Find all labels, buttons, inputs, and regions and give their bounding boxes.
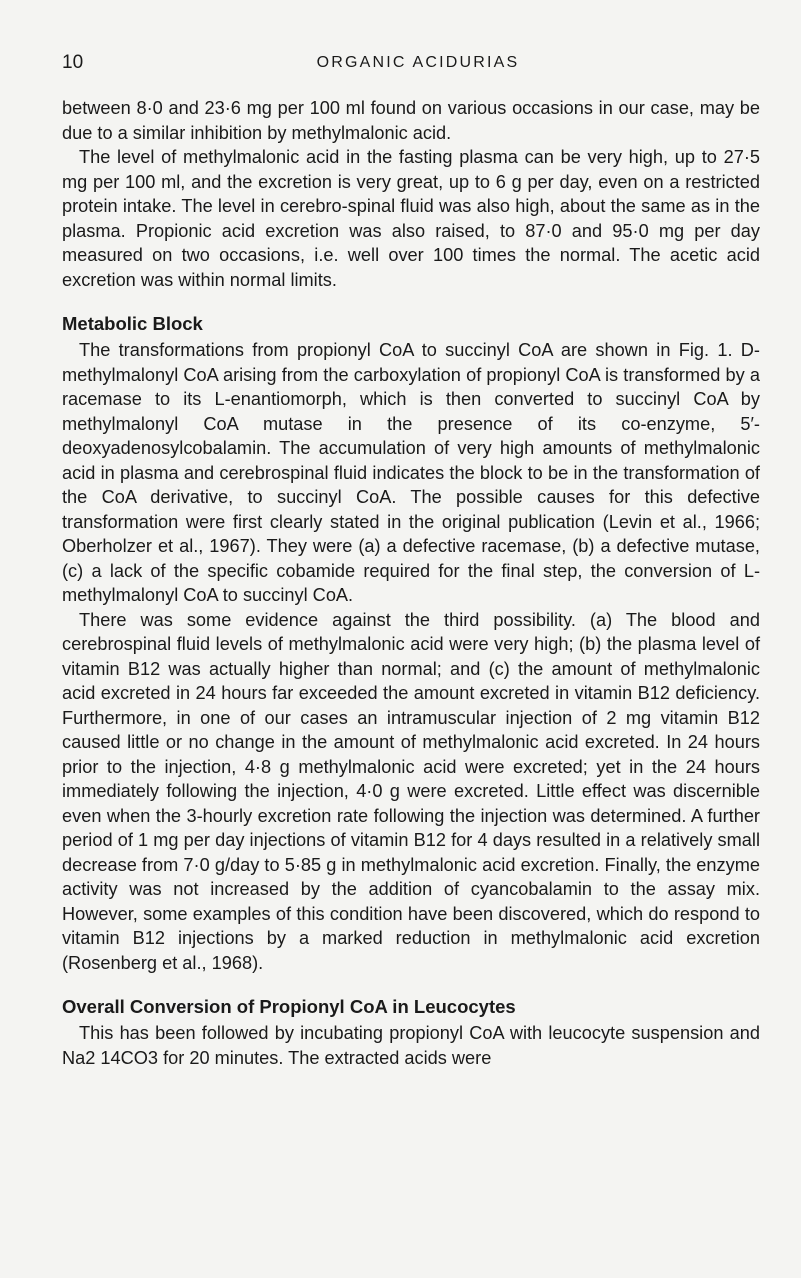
section-heading: Metabolic Block: [62, 313, 203, 334]
paragraph: This has been followed by incubating propionyl CoA with leucocyte suspension and Na2 14CO3 for 20 minutes. The extracted acids were: [62, 1023, 760, 1068]
running-head: ORGANIC ACIDURIAS: [316, 54, 520, 71]
body-text: [62, 96, 760, 1070]
section-heading: Overall Conversion of Propionyl CoA in Leucocytes: [62, 996, 516, 1017]
paragraph: The level of methylmalonic acid in the fasting plasma can be very high, up to 27·5 mg per 100 ml, and the excretion is very great, up to 6 g per day, even on a restricted protein intake. The level in cerebro-spinal fluid was also high, about the same as in the plasma. Propionic acid excretion was also raised, to 87·0 and 95·0 mg per day measured on two occasions, i.e. well over 100 times the normal. The acetic acid excretion was within normal limits.: [62, 147, 760, 290]
paragraph: between 8·0 and 23·6 mg per 100 ml found on various occasions in our case, may be due to a similar inhibition by methylmalonic acid.: [62, 98, 760, 143]
document-page: [62, 52, 760, 1070]
page-header: [62, 52, 760, 82]
paragraph: The transformations from propionyl CoA to succinyl CoA are shown in Fig. 1. D-methylmalonyl CoA arising from the carboxylation of propionyl CoA is transformed by a racemase to its L-enantiomorph, which is then converted to succinyl CoA by methylmalonyl CoA mutase in the presence of its co-enzyme, 5′-deoxyadenosylcobalamin. The accumulation of very high amounts of methylmalonic acid in plasma and cerebrospinal fluid indicates the block to be in the transformation of the CoA derivative, to succinyl CoA. The possible causes for this defective transformation were first clearly stated in the original publication (Levin et al., 1966; Oberholzer et al., 1967). They were (a) a defective racemase, (b) a defective mutase, (c) a lack of the specific cobamide required for the final step, the conversion of L-methylmalonyl CoA to succinyl CoA.: [62, 340, 760, 605]
page-number: 10: [62, 52, 84, 73]
paragraph: There was some evidence against the third possibility. (a) The blood and cerebrospinal fluid levels of methylmalonic acid were very high; (b) the plasma level of vitamin B12 was actually higher than normal; and (c) the amount of methylmalonic acid excreted in 24 hours far exceeded the amount excreted in vitamin B12 deficiency. Furthermore, in one of our cases an intramuscular injection of 2 mg vitamin B12 caused little or no change in the amount of methylmalonic acid excreted. In 24 hours prior to the injection, 4·8 g methylmalonic acid were excreted; yet in the 24 hours immediately following the injection, 4·0 g were excreted. Little effect was discernible even when the 3-hourly excretion rate following the injection was determined. A further period of 1 mg per day injections of vitamin B12 for 4 days resulted in a relatively small decrease from 7·0 g/day to 5·85 g in methylmalonic acid excretion. Finally, the enzyme activity was not increased by the addition of cyancobalamin to the assay mix. However, some examples of this condition have been discovered, which do respond to vitamin B12 injections by a marked reduction in methylmalonic acid excretion (Rosenberg et al., 1968).: [62, 609, 760, 973]
